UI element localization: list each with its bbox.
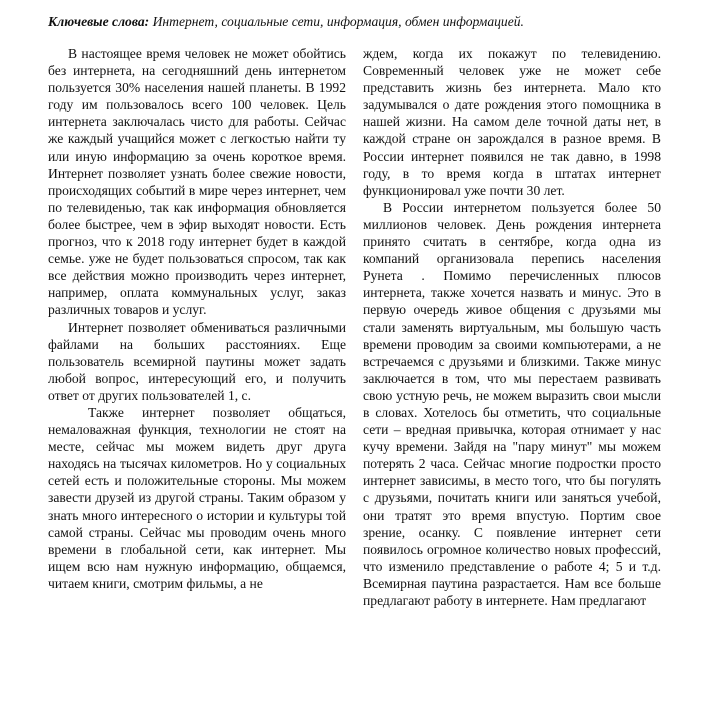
paragraph: В России интернетом пользуется более 50 миллионов человек. День рождения интернета принято считать в сентябре, когда одна из компаний организовала перепись населения Рунета . Помимо перечисленных плюсов интернета, также хочется назвать и минус. Это в первую очередь живое общения с друзьями мы стали заменять виртуальным, мы большую часть времени проводим за своими компьютерами, а не встречаемся с друзьями и близкими. Также минус заключается в том, что мы перестаем развивать свою устную речь, не можем выразить свои мысли в словах. Хотелось бы отметить, что социальные сети – вредная привычка, которая отнимает у нас кучу времени. Зайдя на "пару минут" мы можем потерять 2 часа. Сейчас многие подростки просто интернет зависимы, в место того, что бы погулять с друзьями, почитать книги или заняться учебой, они тратят это время впустую. Портим свое зрение, осанку. С появление интернет сети появилось огромное количество новых профессий, что изменило представление о работе 4; 5 и т.д. Всемирная паутина разрастается. Нам все больше предлагают работу в интернете. Нам предлагают — [363, 199, 661, 608]
paragraph: ждем, когда их покажут по телевидению. Современный человек уже не может себе представить жизнь без интернета. Мало кто задумывался о дате рождения этого помощника в нашей жизни. На самом деле точной даты нет, в каждой стране он зарождался в разное время. В России интернет появился не так давно, в 1998 году, в то время когда в штатах интернет функционировал уже почти 30 лет. — [363, 46, 661, 198]
keywords-label: Ключевые слова: — [48, 14, 150, 29]
paragraph: Интернет позволяет обмениваться различными файлами на больших расстояниях. Еще пользователь всемирной паутины может задать любой вопрос, интересующий его, и получить ответ от других пользователей 1, с. — [48, 319, 346, 403]
keywords-line — [48, 12, 688, 32]
keywords-text: Интернет, социальные сети, информация, обмен информацией. — [152, 14, 524, 29]
left-column — [48, 45, 346, 592]
paragraph: В настоящее время человек не может обойтись без интернета, на сегодняшний день интернетом пользуется 30% населения нашей планеты. В 1992 году им пользовалось всего 100 человек. Цель интернета заключалась чисто для работы. Сейчас же каждый учащийся может с легкостью найти ту или иную информацию за очень короткое время. Интернет позволяет узнать более свежие новости, происходящих событий в мире через интернет, чем по телевиденью, так как информация обновляется более быстрее, чем в эфир выходят новости. Есть прогноз, что к 2018 году интернет будет в каждой семье. уже не будет пользоваться спросом, так как все действия можно производить через интернет, например, оплата коммунальных услуг, заказ различных товаров и услуг. — [48, 46, 346, 318]
right-column — [363, 45, 661, 609]
paragraph: Также интернет позволяет общаться, немаловажная функция, технологии не стоят на месте, сейчас мы можем видеть друг друга находясь на тысячах километров. Но у социальных сетей есть и положительные стороны. Мы можем завести друзей из другой страны. Таким образом у знать много интересного о истории и культуры той самой страны. Сейчас мы проводим очень много времени в глобальной сети, как интернет. Мы ищем всю нам нужную информацию, общаемся, читаем книги, смотрим фильмы, а не — [48, 404, 346, 591]
